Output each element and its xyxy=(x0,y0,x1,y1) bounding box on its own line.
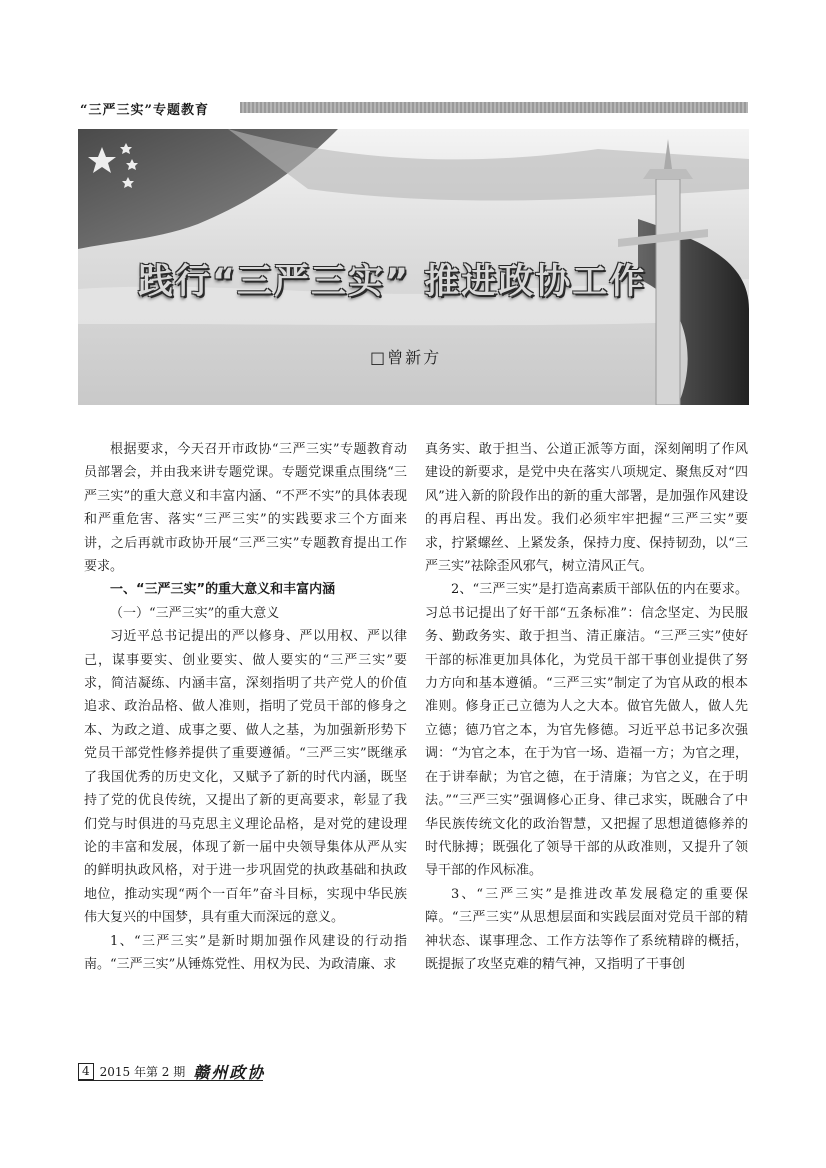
paragraph: 1、“三严三实”是新时期加强作风建设的行动指南。“三严三实”从锤炼党性、用权为民、为政清廉、求 xyxy=(84,933,407,972)
section-heading: 一、“三严三实”的重大意义和丰富内涵 xyxy=(110,582,336,598)
left-text-column xyxy=(84,438,407,976)
paragraph: 习近平总书记提出的严以修身、严以用权、严以律己，谋事要实、创业要实、做人要实的“三严三实”要求，简洁凝练、内涵丰富，深刻指明了共产党人的价值追求、政治品格、做人准则，指明了党员干部的修身之本、为政之道、成事之要、做人之基，为加强新形势下党员干部党性修养提供了重要遵循。“三严三实”既继承了我国优秀的历史文化，又赋予了新的时代内涵，既坚持了党的优良传统，又提出了新的更高要求，彰显了我们党与时俱进的马克思主义理论品格，是对党的建设理论的丰富和发展，体现了新一届中央领导集体从严从实的鲜明执政风格，对于进一步巩固党的执政基础和执政地位，推动实现“两个一百年”奋斗目标，实现中华民族伟大复兴的中国梦，具有重大而深远的意义。 xyxy=(84,629,407,926)
footer-rule xyxy=(78,1080,263,1081)
article-headline: 践行“三严三实” 推进政协工作 xyxy=(138,262,647,302)
paragraph: 根据要求，今天召开市政协“三严三实”专题教育动员部署会，并由我来讲专题党课。专题党课重点围绕“三严三实”的重大意义和丰富内涵、“不严不实”的具体表现和严重危害、落实“三严三实”的实践要求三个方面来讲，之后再就市政协开展“三严三实”专题教育提出工作要求。 xyxy=(84,442,407,575)
paragraph-continued: 真务实、敢于担当、公道正派等方面，深刻阐明了作风建设的新要求，是党中央在落实八项规定、聚焦反对“四风”进入新的阶段作出的新的重大部署，是加强作风建设的再启程、再出发。我们必须牢牢把握“三严三实”要求，拧紧螺丝、上紧发条，保持力度、保持韧劲，以“三严三实”祛除歪风邪气，树立清风正气。 xyxy=(425,442,748,575)
page-number: 4 xyxy=(78,1063,94,1080)
right-text-column xyxy=(425,438,748,976)
journal-name: 赣州政协 xyxy=(193,1063,266,1082)
section-label: “三严三实”专题教育 xyxy=(80,103,209,118)
subsection-heading: （一）“三严三实”的重大意义 xyxy=(110,605,280,621)
article-banner xyxy=(78,129,749,405)
paragraph: 2、“三严三实”是打造高素质干部队伍的内在要求。习总书记提出了好干部“五条标准”：信念坚定、为民服务、勤政务实、敢于担当、清正廉洁。“三严三实”使好干部的标准更加具体化，为党员干部干事创业提供了努力方向和基本遵循。“三严三实”制定了为官从政的根本准则。修身正己立德为人之大本。做官先做人，做人先立德；德乃官之本，为官先修德。习近平总书记多次强调：“为官之本，在于为官一场、造福一方；为官之理，在于讲奉献；为官之德，在于清廉；为官之义，在于明法。”“三严三实”强调修心正身、律己求实，既融合了中华民族传统文化的政治智慧，又把握了思想道德修养的时代脉搏；既强化了领导干部的从政准则，又提升了领导干部的作风标准。 xyxy=(425,582,748,879)
header-rule xyxy=(240,102,748,113)
paragraph: 3、“三严三实”是推进改革发展稳定的重要保障。“三严三实”从思想层面和实践层面对党员干部的精神状态、谋事理念、工作方法等作了系统精辟的概括，既提振了攻坚克难的精气神，又指明了干事创 xyxy=(425,886,748,972)
author-byline: □曾新方 xyxy=(370,348,442,367)
issue-label: 2015 年第 2 期 xyxy=(99,1065,186,1079)
